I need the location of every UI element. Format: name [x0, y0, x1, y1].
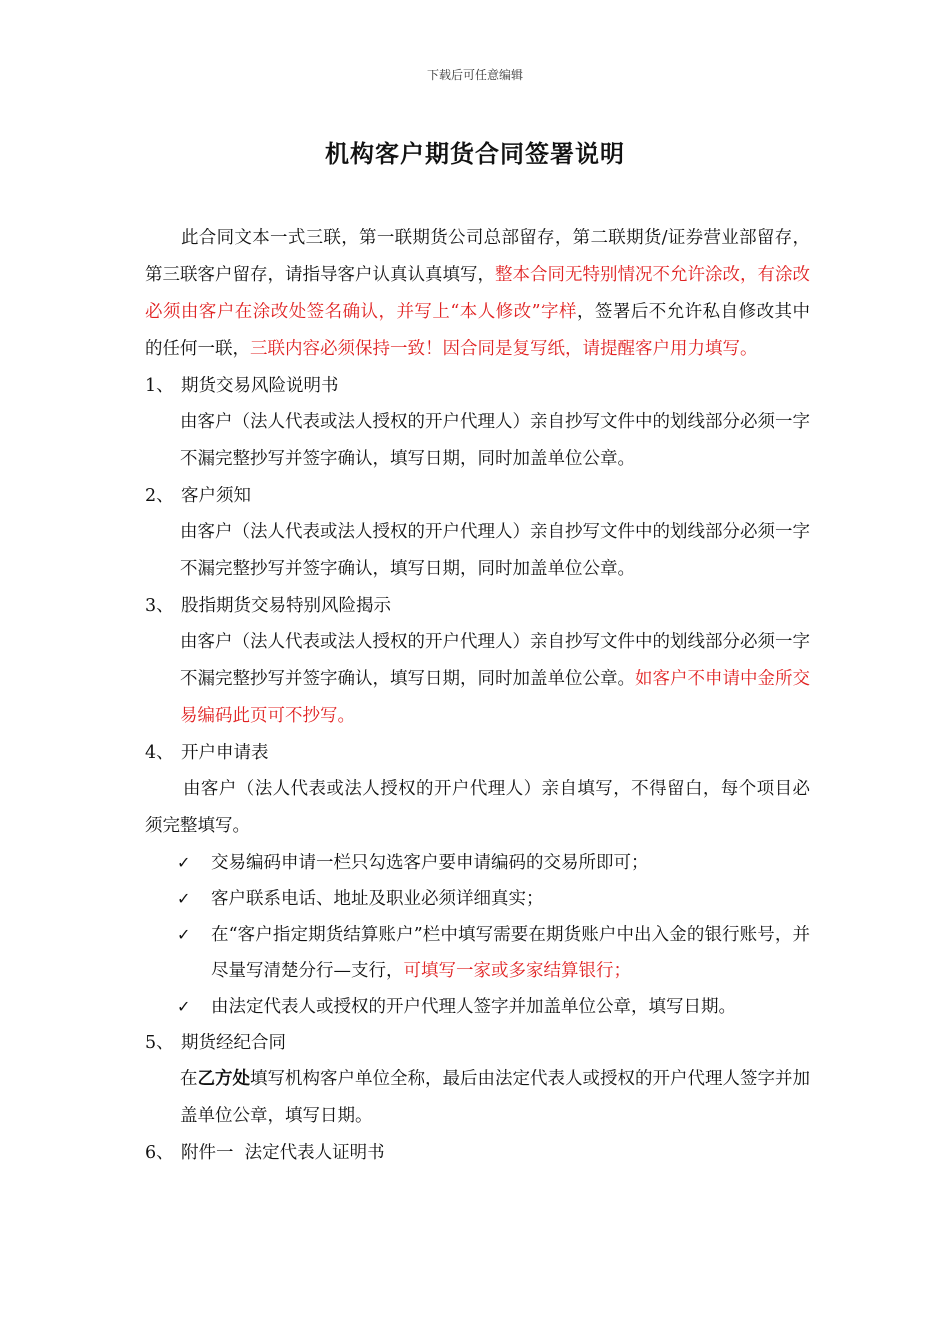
- document-body: [145, 220, 810, 1171]
- checkmark-icon: ✓: [177, 853, 191, 872]
- item-title: 期货交易风险说明书: [181, 376, 339, 396]
- check-item-text: 客户联系电话、地址及职业必须详细真实；: [211, 889, 544, 909]
- item-3-warning: 如客户不申请中金所交易编码此页可不抄写。: [180, 669, 810, 726]
- item-6-heading: [145, 1135, 810, 1171]
- checkmark-icon: ✓: [177, 889, 191, 908]
- item-5-text-pre: 在: [180, 1069, 198, 1089]
- intro-text-1: 此合同文本一式三联，第一联期货公司总部留存，第二联期货/证券营业部留存，第三联客户留存，请指导客户认真认真填写，: [145, 228, 810, 285]
- check-item-text: 由法定代表人或授权的开户代理人签字并加盖单位公章，填写日期。: [211, 997, 736, 1017]
- intro-warning-2: 三联内容必须保持一致！因合同是复写纸，请提醒客户用力填写。: [250, 339, 758, 359]
- checkmark-icon: ✓: [177, 997, 191, 1016]
- intro-warning-1: 整本合同无特别情况不允许涂改，有涂改必须由客户在涂改处签名确认，并写上“本人修改”字样: [145, 265, 810, 322]
- item-5-text-post: 填写机构客户单位全称，最后由法定代表人或授权的开户代理人签字并加盖单位公章，填写日期。: [180, 1069, 810, 1126]
- check-item-text: 在“客户指定期货结算账户”栏中填写需要在期货账户中出入金的银行账号，并尽量写清楚分行—支行，: [211, 925, 810, 981]
- item-1-body: 由客户（法人代表或法人授权的开户代理人）亲自抄写文件中的划线部分必须一字不漏完整抄写并签字确认，填写日期，同时加盖单位公章。: [180, 412, 810, 469]
- check-item: [177, 917, 810, 989]
- item-4-heading: [145, 735, 810, 771]
- item-number: 6、: [145, 1143, 174, 1163]
- header-note: 下载后可任意编辑: [426, 68, 523, 82]
- check-item: [177, 845, 810, 881]
- item-number: 5、: [145, 1033, 174, 1053]
- item-title: 期货经纪合同: [181, 1033, 286, 1053]
- item-5-body: [180, 1061, 810, 1135]
- check-item: [177, 881, 810, 917]
- item-5-emphasis: 乙方处: [197, 1069, 250, 1089]
- item-number: 1、: [145, 376, 174, 396]
- checkmark-icon: ✓: [177, 925, 191, 944]
- item-title: 股指期货交易特别风险揭示: [181, 596, 391, 616]
- item-4-body: 由客户（法人代表或法人授权的开户代理人）亲自填写，不得留白，每个项目必须完整填写。: [145, 779, 810, 836]
- check-item-warning: 可填写一家或多家结算银行；: [403, 961, 631, 981]
- item-title: 附件一 法定代表人证明书: [181, 1143, 385, 1163]
- item-number: 3、: [145, 596, 174, 616]
- item-number: 4、: [145, 743, 174, 763]
- item-2-body: 由客户（法人代表或法人授权的开户代理人）亲自抄写文件中的划线部分必须一字不漏完整抄写并签字确认，填写日期，同时加盖单位公章。: [180, 522, 810, 579]
- intro-paragraph: [145, 220, 810, 368]
- item-3-text: 由客户（法人代表或法人授权的开户代理人）亲自抄写文件中的划线部分必须一字不漏完整抄写并签字确认，填写日期，同时加盖单位公章。: [180, 632, 810, 689]
- item-title: 开户申请表: [181, 743, 269, 763]
- check-item-text-block: [211, 917, 810, 989]
- check-item: [177, 989, 810, 1025]
- intro-text-2: ，签署后不允许私自修改其中的任何一联，: [145, 302, 810, 359]
- item-3-heading: [145, 588, 810, 624]
- item-2-heading: [145, 478, 810, 514]
- item-3-body: [180, 624, 810, 735]
- check-item-text: 交易编码申请一栏只勾选客户要申请编码的交易所即可；: [211, 853, 649, 873]
- item-5-heading: [145, 1025, 810, 1061]
- item-1-heading: [145, 368, 810, 404]
- item-number: 2、: [145, 486, 174, 506]
- page-title: 机构客户期货合同签署说明: [325, 139, 625, 168]
- item-title: 客户须知: [181, 486, 251, 506]
